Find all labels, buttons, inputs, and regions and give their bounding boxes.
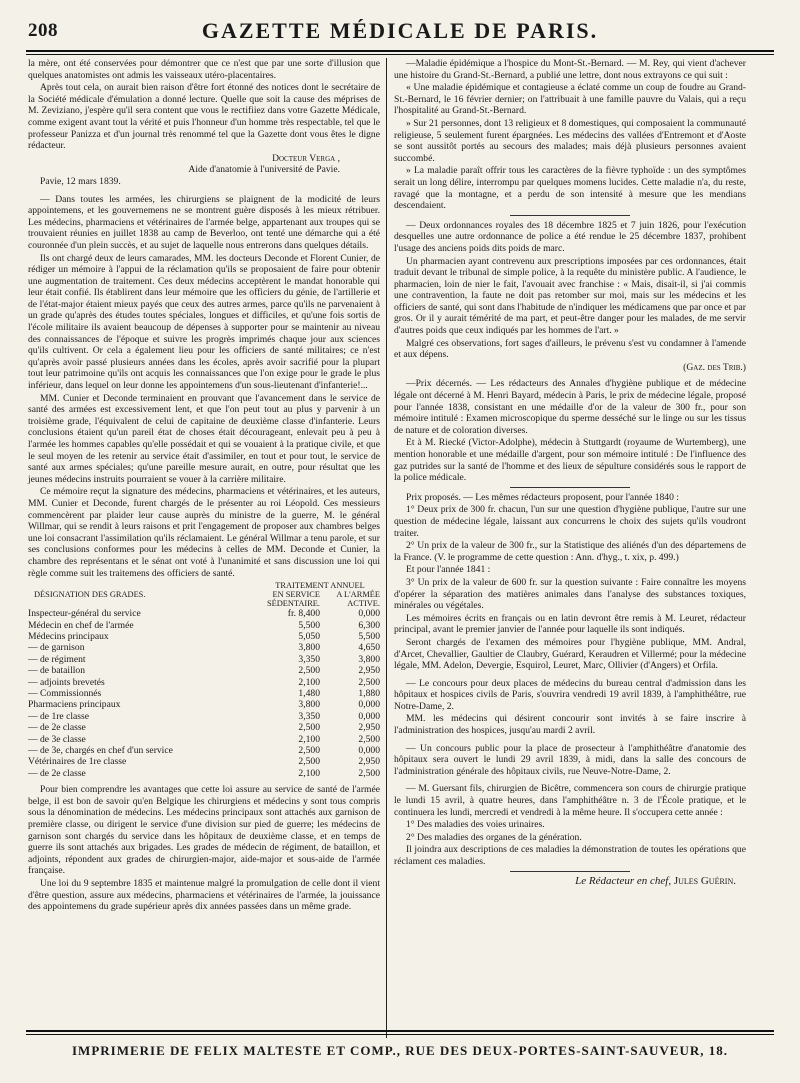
footer-rule-thin (26, 1034, 774, 1035)
grade-cell: — de 2e classe (28, 767, 86, 779)
active-cell: 2,500 (358, 676, 380, 688)
paragraph: Malgré ces observations, fort sages d'ailleurs, le prévenu s'est vu condamner à l'amende et aux dépens. (394, 337, 746, 361)
editor-name: Jules Guérin. (673, 874, 736, 887)
section-divider (510, 487, 630, 488)
table-header-sedentary: EN SERVICE SÉDENTAIRE. (266, 590, 320, 609)
table-row (28, 768, 380, 779)
active-cell: 1,880 (358, 687, 380, 699)
table-row (28, 631, 380, 642)
sedentary-cell: 2,500 (298, 665, 320, 677)
sedentary-cell: 3,350 (298, 710, 320, 722)
footer-rule (26, 1030, 774, 1032)
sedentary-cell: 2,500 (298, 756, 320, 768)
active-cell: 6,300 (358, 619, 380, 631)
signature-title: Aide d'anatomie à l'université de Pavie. (188, 164, 340, 176)
sedentary-cell: 5,050 (298, 630, 320, 642)
paragraph: —Prix décernés. — Les rédacteurs des Annales d'hygiène publique et de médecine légale ont décerné à M. Henri Bayard, médecin à Paris, le prix de médecine légale, proposé pour l'année 1838, consistant en une médaille d'or de la valeur de 300 fr., pour son mémoire intitulé : Examen microscopique du sperme desséché sur le linge ou sur les tissus de nature et de coloration diverses. (394, 378, 746, 436)
table-row (28, 745, 380, 756)
grade-cell: — de 3e classe (28, 733, 86, 745)
sedentary-cell: 2,500 (298, 722, 320, 734)
sedentary-cell: fr. 8,400 (287, 608, 320, 620)
paragraph: 1° Deux prix de 300 fr. chacun, l'un sur une question d'hygiène publique, l'autre sur une question de médecine légale, laissant aux concurrens le choix des sujets qu'ils voudront traiter. (394, 504, 746, 539)
sedentary-cell: 2,500 (298, 745, 320, 756)
masthead-title: GAZETTE MÉDICALE DE PARIS. (201, 18, 599, 43)
table-row (28, 722, 380, 733)
section-divider (510, 871, 630, 872)
paragraph: 3° Un prix de la valeur de 600 fr. sur la question suivante : Faire connaître les moyens d'opérer la séparation des matières animales dans l'analyse des substances toxiques, minérales ou végétales. (394, 576, 746, 612)
page-header (26, 14, 774, 44)
active-cell: 2,950 (358, 665, 380, 677)
editor-signature (394, 876, 736, 888)
active-cell: 2,500 (358, 733, 380, 745)
active-cell: 0,000 (358, 608, 380, 620)
paragraph: Ce mémoire reçut la signature des médecins, pharmaciens et vétérinaires, et les auteurs, MM. Cunier et Deconde, furent chargés de le présenter au roi Léopold. Ces messieurs commencèrent par plaider leur cause auprès du ministre de la guerre, M. le général Willmar, qui se rendit à leurs raisons et prit l'engagement de proposer aux chambres belges une loi consacrant l'assimilation qu'ils réclamaient. Le général Willmar a tenu parole, et sur ses conclusions conformes pour les médecins à celles de MM. Deconde et Cunier, la chambre des représentans et le sénat ont voté à l'unanimité et sans discussion une loi qui règle comme suit les traitemens des officiers de santé. (28, 486, 380, 579)
editor-label: Le Rédacteur en chef, (575, 874, 672, 887)
table-row (28, 665, 380, 676)
paragraph: — M. Guersant fils, chirurgien de Bicêtre, commencera son cours de chirurgie pratique le lundi 15 avril, à quatre heures, dans l'amphithéâtre n. 3 de l'École pratique, et le continuera les lundi, mercredi et vendredi à la même heure. Il s'occupera cette année : (394, 783, 746, 818)
paragraph: MM. les médecins qui désirent concourir sont invités à se faire inscrire à l'administration des hospices, jusqu'au mardi 2 avril. (394, 713, 746, 737)
sedentary-cell: 2,100 (298, 676, 320, 688)
paragraph: Une loi du 9 septembre 1835 et maintenue malgré la promulgation de celle dont il vient d'être question, assure aux médecins, pharmaciens et vétérinaires de l'armée, la jouissance des appointemens du grade supérieur après dix années passées dans un même grade. (28, 877, 380, 913)
paragraph: Et pour l'année 1841 : (406, 564, 491, 576)
signature-name: Docteur Verga , (272, 152, 340, 164)
paragraph: Seront chargés de l'examen des mémoires pour l'hygiène publique, MM. Andral, d'Arcet, Chevallier, Gaultier de Claubry, Guérard, Keraudren et Villermé; pour la médecine légale, MM. Adelon, Devergie, Esquirol, Leuret, Marc, Ollivier (d'Angers) et Orfila. (394, 636, 746, 672)
paragraph: » Sur 21 personnes, dont 13 religieux et 8 domestiques, qui composaient la communauté religieuse, 5 seulement furent épargnées. Les médecins des vallées d'Entremont et d'Aoste se sont aussitôt portés au secours des malades; mais déjà plusieurs personnes avaient succombé. (394, 117, 746, 164)
sedentary-cell: 3,800 (298, 642, 320, 654)
active-cell: 0,000 (358, 710, 380, 722)
table-row (28, 608, 380, 619)
paragraph: Après tout cela, on aurait bien raison d'être fort étonné des notices dont le secrétaire de la Société médicale d'émulation a donné lecture. Quelle que soit la cause des méprises de M. Zeviziano, j'espère qu'il sera content que vous le rectifiiez dans votre Gazette Médicale, comme exigent avant tout la vérité et puis l'honneur d'un homme très respectable, tel que le professeur Panizza et d'un journal très renommé tel que la Gazette dont vous êtes le digne rédacteur. (28, 82, 380, 152)
table-row (28, 654, 380, 665)
active-cell: 4,650 (358, 642, 380, 654)
header-rule (26, 50, 774, 52)
paragraph: Ils ont chargé deux de leurs camarades, MM. les docteurs Deconde et Florent Cunier, de rédiger un mémoire à l'appui de la réclamation qu'ils se proposaient de faire pour obtenir une augmentation de traitement. Ces deux médecins acceptèrent le mandat honorable qui leur était confié. Ils établirent dans leur mémoire que les officiers du génie, de l'artillerie et de l'état-major étaient mieux payés que ceux des autres armes, parce qu'ils ne parvenaient à un grade qu'après des études toutes spéciales, longues et difficiles, et qu'une fois sortis de l'école militaire ils avaient beaucoup de dépenses à supporter pour se maintenir au niveau des connaissances de l'époque et suivre les progrès imprimés chaque jour aux sciences qu'ils cultivent. Or cela a également lieu pour les officiers de santé militaires; ce n'est qu'après avoir passé plusieurs années dans les écoles, après avoir sacrifié pour la plupart tout leur patrimoine qu'ils ont acquis les connaissances que l'on exige pour le grade le plus inférieur, dans lequel on leur donne les appointemens d'un sous-lieutenant d'infanterie!... (28, 252, 380, 392)
sedentary-cell: 5,500 (298, 619, 320, 631)
sedentary-cell: 1,480 (298, 687, 320, 699)
header-rule-thin (26, 54, 774, 55)
active-cell: 0,000 (358, 745, 380, 756)
grade-cell: — de garnison (28, 642, 85, 654)
active-cell: 3,800 (358, 653, 380, 665)
table-row (28, 734, 380, 745)
printer-imprint: IMPRIMERIE DE FELIX MALTESTE ET COMP., RUE DES DEUX-PORTES-SAINT-SAUVEUR, 18. (72, 1043, 728, 1058)
paragraph: Prix proposés. — Les mêmes rédacteurs proposent, pour l'année 1840 : (406, 491, 679, 503)
grade-cell: Vétérinaires de 1re classe (28, 756, 127, 768)
salary-table (28, 581, 380, 779)
table-row (28, 620, 380, 631)
grade-cell: Médecin en chef de l'armée (28, 619, 134, 631)
table-row (28, 699, 380, 710)
grade-cell: Inspecteur-général du service (28, 608, 141, 620)
paragraph: 2° Un prix de la valeur de 300 fr., sur la Statistique des aliénés d'un des départemens de la France. (V. le programme de cette question : Ann. d'hyg., t. xix, p. 499.) (394, 540, 746, 563)
sedentary-cell: 3,350 (298, 653, 320, 665)
paragraph: — Dans toutes les armées, les chirurgiens se plaignent de la modicité de leurs appointemens, et les gouvernemens ne se montrent guère disposés à les mieux rétribuer. Les médecins, pharmaciens et vétérinaires de l'armée belge, appartenant aux troupes qui se trouvaient réunies en juillet 1838 au camp de Beverloo, ont tenté une démarche qui a été couronnée d'un plein succès, et au sujet de laquelle nous entrerons dans quelques détails. (28, 193, 380, 251)
sedentary-cell: 3,800 (298, 699, 320, 711)
table-row (28, 711, 380, 722)
grade-cell: — de 2e classe (28, 722, 86, 734)
active-cell: 5,500 (358, 630, 380, 642)
paragraph: Et à M. Riecké (Victor-Adolphe), médecin à Stuttgardt (royaume de Wurtemberg), une mention honorable et une médaille d'argent, pour son mémoire intitulé : De l'influence des gaz putrides sur la santé de l'homme et des lieux de sépulture considérés sous le rapport de la police médicale. (394, 437, 746, 484)
table-header-grade: DÉSIGNATION DES GRADES. (34, 590, 146, 600)
grade-cell: — Commissionnés (28, 687, 102, 699)
sedentary-cell: 2,100 (298, 733, 320, 745)
table-row (28, 688, 380, 699)
active-cell: 2,950 (358, 756, 380, 768)
grade-cell: — de régiment (28, 653, 86, 665)
table-header-group: TRAITEMENT ANNUEL (275, 581, 365, 591)
active-cell: 2,950 (358, 722, 380, 734)
paragraph: — Un concours public pour la place de prosecteur à l'amphithéâtre d'anatomie des hôpitaux sera ouvert le lundi 29 avril 1839, à midi, dans la salle des concours de l'administration générale des hôpitaux civils, rue Neuve-Notre-Dame, 2. (394, 742, 746, 777)
source-citation: (Gaz. des Trib.) (683, 361, 746, 373)
paragraph: la mère, ont été conservées pour démontrer que ce n'est que par une sorte d'illusion que quelques anatomistes ont admis les vaisseaux utéro-placentaires. (28, 58, 380, 81)
paragraph: « Une maladie épidémique et contagieuse a éclaté comme un coup de foudre au Grand-St.-Bernard, le 16 février dernier; on l'attribuait à une famille pauvre du Valais, qui a reçu l'hospitalité au Grand-St.-Bernard. (394, 82, 746, 117)
paragraph: » La maladie paraît offrir tous les caractères de la fièvre typhoïde : un des symptômes serait un long délire, interrompu par quelques momens lucides. Cette maladie n'a, du reste, ravagé que la montagne, et a perdu de son intensité à mesure que les mendians descendaient. (394, 165, 746, 212)
paragraph: —Maladie épidémique a l'hospice du Mont-St.-Bernard. — M. Rey, qui vient d'achever une histoire du Grand-St.-Bernard, a publié une lettre, dont nous extrayons ce qui suit : (394, 58, 746, 81)
column-divider (386, 58, 387, 1038)
sedentary-cell: 2,100 (298, 767, 320, 779)
paragraph: Il joindra aux descriptions de ces maladies la démonstration de toutes les opérations que réclament ces maladies. (394, 844, 746, 867)
paragraph: — Deux ordonnances royales des 18 décembre 1825 et 7 juin 1826, pour l'exécution desquelles une autre ordonnance de police a été rendue le 25 décembre 1837, prohibent l'usage des anciens poids dits poids de marc. (394, 219, 746, 254)
paragraph: Un pharmacien ayant contrevenu aux prescriptions imposées par ces ordonnances, était traduit devant le tribunal de simple police, à la requête du ministère public. A l'audience, le pharmacien, loin de nier le fait, l'avouait avec franchise : « Mais, disait-il, si j'ai commis une contravention, la faute ne doit pas retomber sur moi, mais sur les médecins et les officiers de santé, qui sont dans l'habitude de n'indiquer les médicamens que par once et par gros. Or il y aurait témérité de ma part, et peut-être danger pour les malades, de me servir d'autres poids que ceux indiqués par les hommes de l'art. » (394, 255, 746, 337)
section-divider (510, 215, 630, 216)
grade-cell: Pharmaciens principaux (28, 699, 121, 711)
paragraph: — Le concours pour deux places de médecins du bureau central d'admission dans les hôpitaux et hospices civils de Paris, s'ouvrira vendredi 19 avril 1839, à l'amphithéâtre, rue Notre-Dame, 2. (394, 677, 746, 712)
list-item: 2° Des maladies des organes de la génération. (406, 831, 582, 843)
grade-cell: — de 1re classe (28, 710, 90, 722)
paragraph: Pour bien comprendre les avantages que cette loi assure au service de santé de l'armée belge, il est bon de savoir qu'en Belgique les chirurgiens et médecins y sont tous compris sous la dénomination de médecins. Les médecins principaux sont attachés aux garnison de première classe, ou dirigent le service d'une division sur pied de guerre; les médecins de garnison sont chargés du service dans les hôpitaux de deuxième classe, et en temps de guerre ils sont attachés aux brigades. Les grades de médecin de régiment, de bataillon, et adjoints, répondent aux grades de chirurgien-major, aide-major et sous-aide de l'armée française. (28, 784, 380, 877)
right-column (394, 58, 746, 887)
paragraph: MM. Cunier et Deconde terminaient en prouvant que l'avancement dans le service de santé des armées est excessivement lent, et que l'on peut tout au plus y parvenir à un troisième grade, l'équivalent de celui de capitaine de deuxième classe d'infanterie. Leurs conclusions étaient qu'un pareil état de choses était décourageant, enlevait peu à peu à l'armée les hommes capables qu'elle possédait et qui se vouaient à la pratique civile, et que le seul moyen de les retenir au service était d'assimiler, en tout et pour tout, le service de santé aux armes spéciales; qu'une pareille mesure aurait, en outre, pour résultat que les jeunes médecins instruits pourraient se vouer à la carrière militaire. (28, 392, 380, 485)
active-cell: 0,000 (358, 699, 380, 711)
table-row (28, 677, 380, 688)
table-row (28, 756, 380, 767)
table-row (28, 642, 380, 653)
paragraph: Les mémoires écrits en français ou en latin devront être remis à M. Leuret, rédacteur principal, avant le premier janvier de l'année pour laquelle ils sont indiqués. (394, 612, 746, 636)
page-number: 208 (28, 20, 58, 41)
list-item: 1° Des maladies des voies urinaires. (406, 819, 545, 831)
dateline: Pavie, 12 mars 1839. (40, 175, 121, 187)
left-column (28, 58, 380, 914)
grade-cell: — adjoints brevetés (28, 676, 105, 688)
active-cell: 2,500 (358, 767, 380, 779)
grade-cell: — de 3e, chargés en chef d'un service (28, 745, 173, 756)
table-header-active: A L'ARMÉE ACTIVE. (336, 590, 380, 609)
grade-cell: — de bataillon (28, 665, 86, 677)
grade-cell: Médecins principaux (28, 630, 109, 642)
